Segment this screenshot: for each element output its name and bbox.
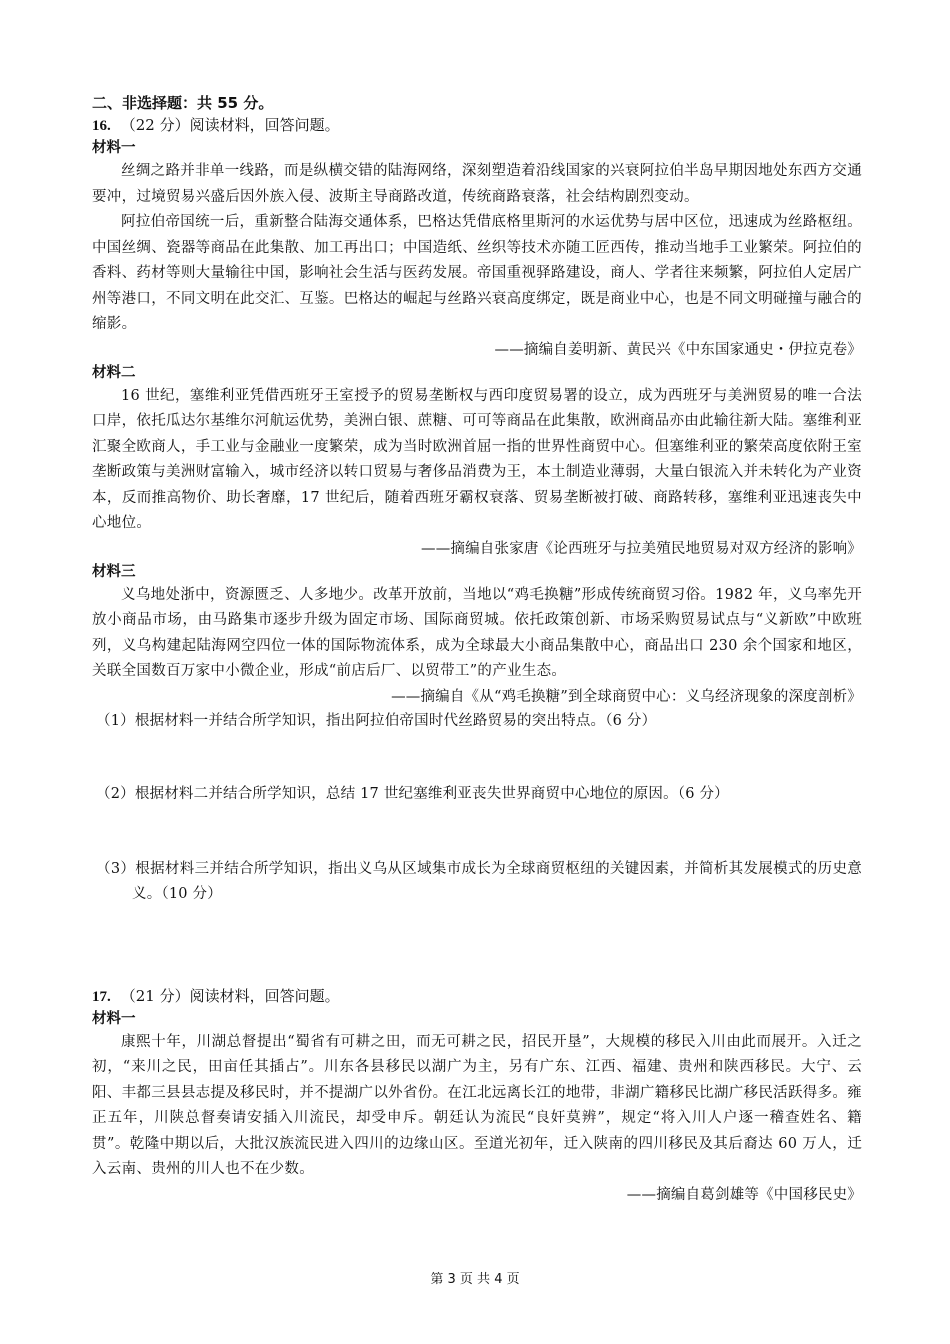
q16-material-2-title: 材料二: [92, 364, 136, 381]
q16-material-2-para-1: 16 世纪，塞维利亚凭借西班牙王室授予的贸易垄断权与西印度贸易署的设立，成为西班牙与美洲贸易的唯一合法口岸，依托瓜达尔基维尔河航运优势，美洲白银、蔗糖、可可等商品在此集散，欧洲商品亦由此输往新大陆。塞维利亚汇聚全欧商人，手工业与金融业一度繁荣，成为当时欧洲首屈一指的世界性商贸中心。但塞维利亚的繁荣高度依附王室垄断政策与美洲财富输入，城市经济以转口贸易与奢侈品消费为王，本土制造业薄弱，大量白银流入并未转化为产业资本，反而推高物价、助长奢靡，17 世纪后，随着西班牙霸权衰落、贸易垄断被打破、商路转移，塞维利亚迅速丧失中心地位。: [92, 387, 862, 531]
q16-subquestion-3: （3）根据材料三并结合所学知识，指出义乌从区域集市成长为全球商贸枢纽的关键因素，并简析其发展模式的历史意义。（10 分）: [96, 860, 862, 902]
q16-material-1-title: 材料一: [92, 140, 136, 156]
q16-material-2-source: ——摘编自张家唐《论西班牙与拉美殖民地贸易对双方经济的影响》: [421, 540, 862, 557]
q16-material-1-para-2: 阿拉伯帝国统一后，重新整合陆海交通体系，巴格达凭借底格里斯河的水运优势与居中区位，迅速成为丝路枢纽。中国丝绸、瓷器等商品在此集散、加工再出口；中国造纸、丝织等技术亦随工匠西传，推动当地手工业繁荣。阿拉伯的香料、药材等则大量输往中国，影响社会生活与医药发展。帝国重视驿路建设，商人、学者往来频繁，阿拉伯人定居广州等港口，不同文明在此交汇、互鉴。巴格达的崛起与丝路兴衰高度绑定，既是商业中心，也是不同文明碰撞与融合的缩影。: [92, 214, 862, 332]
question-17-number: 17.: [92, 988, 111, 1005]
q16-material-1-para-1: 丝绸之路并非单一线路，而是纵横交错的陆海网络，深刻塑造着沿线国家的兴衰阿拉伯半岛早期因地处东西方交通要冲，过境贸易兴盛后因外族入侵、波斯主导商路改道，传统商路衰落，社会结构剧烈变动。: [92, 163, 862, 205]
question-17-header: [92, 985, 862, 1008]
question-16-header: [92, 114, 862, 137]
q17-material-1-source: ——摘编自葛剑雄等《中国移民史》: [626, 1186, 862, 1203]
q17-material-1-title: 材料一: [92, 1010, 136, 1027]
q16-material-3-source: ——摘编自《从“鸡毛换糖”到全球商贸中心：义乌经济现象的深度剖析》: [391, 688, 862, 705]
question-16-number: 16.: [92, 118, 111, 134]
q17-material-1-para-1: 康熙十年，川湖总督提出“蜀省有可耕之田，而无可耕之民，招民开垦”，大规模的移民入川由此而展开。入迁之初，“来川之民，田亩任其插占”。川东各县移民以湖广为主，另有广东、江西、福建、贵州和陕西移民。大宁、云阳、丰都三县县志提及移民时，并不提湖广以外省份。在江北远离长江的地带，非湖广籍移民比湖广移民活跃得多。雍正五年，川陕总督奏请安插入川流民，却受申斥。朝廷认为流民“良奸莫辨”，规定“将入川人户逐一稽查姓名、籍贯”。乾隆中期以后，大批汉族流民进入四川的边缘山区。至道光初年，迁入陕南的四川移民及其后裔达 60 万人，迁入云南、贵州的川人也不在少数。: [92, 1033, 862, 1177]
page-footer: 第 3 页 共 4 页: [430, 1272, 520, 1287]
q16-subquestion-2: （2）根据材料二并结合所学知识，总结 17 世纪塞维利亚丧失世界商贸中心地位的原因。（6 分）: [96, 785, 729, 802]
q16-material-3-title: 材料三: [92, 563, 136, 580]
question-17-instruction: （21 分）阅读材料，回答问题。: [120, 986, 340, 1005]
q16-material-3-para-1: 义乌地处浙中，资源匮乏、人多地少。改革开放前，当地以“鸡毛换糖”形成传统商贸习俗。1982 年，义乌率先开放小商品市场，由马路集市逐步升级为固定市场、国际商贸城。依托政策创新、市场采购贸易试点与“义新欧”中欧班列，义乌构建起陆海网空四位一体的国际物流体系，成为全球最大小商品集散中心，商品出口 230 余个国家和地区，关联全国数百万家中小微企业，形成“前店后厂、以贸带工”的产业生态。: [92, 586, 862, 679]
section-title: 二、非选择题：共 55 分。: [92, 94, 274, 112]
q16-subquestion-1: （1）根据材料一并结合所学知识，指出阿拉伯帝国时代丝路贸易的突出特点。（6 分）: [96, 712, 657, 729]
exam-page: [92, 92, 862, 1207]
question-16-instruction: （22 分）阅读材料，回答问题。: [120, 116, 340, 134]
q16-material-1-source: ——摘编自姜明新、黄民兴《中东国家通史・伊拉克卷》: [494, 341, 862, 358]
